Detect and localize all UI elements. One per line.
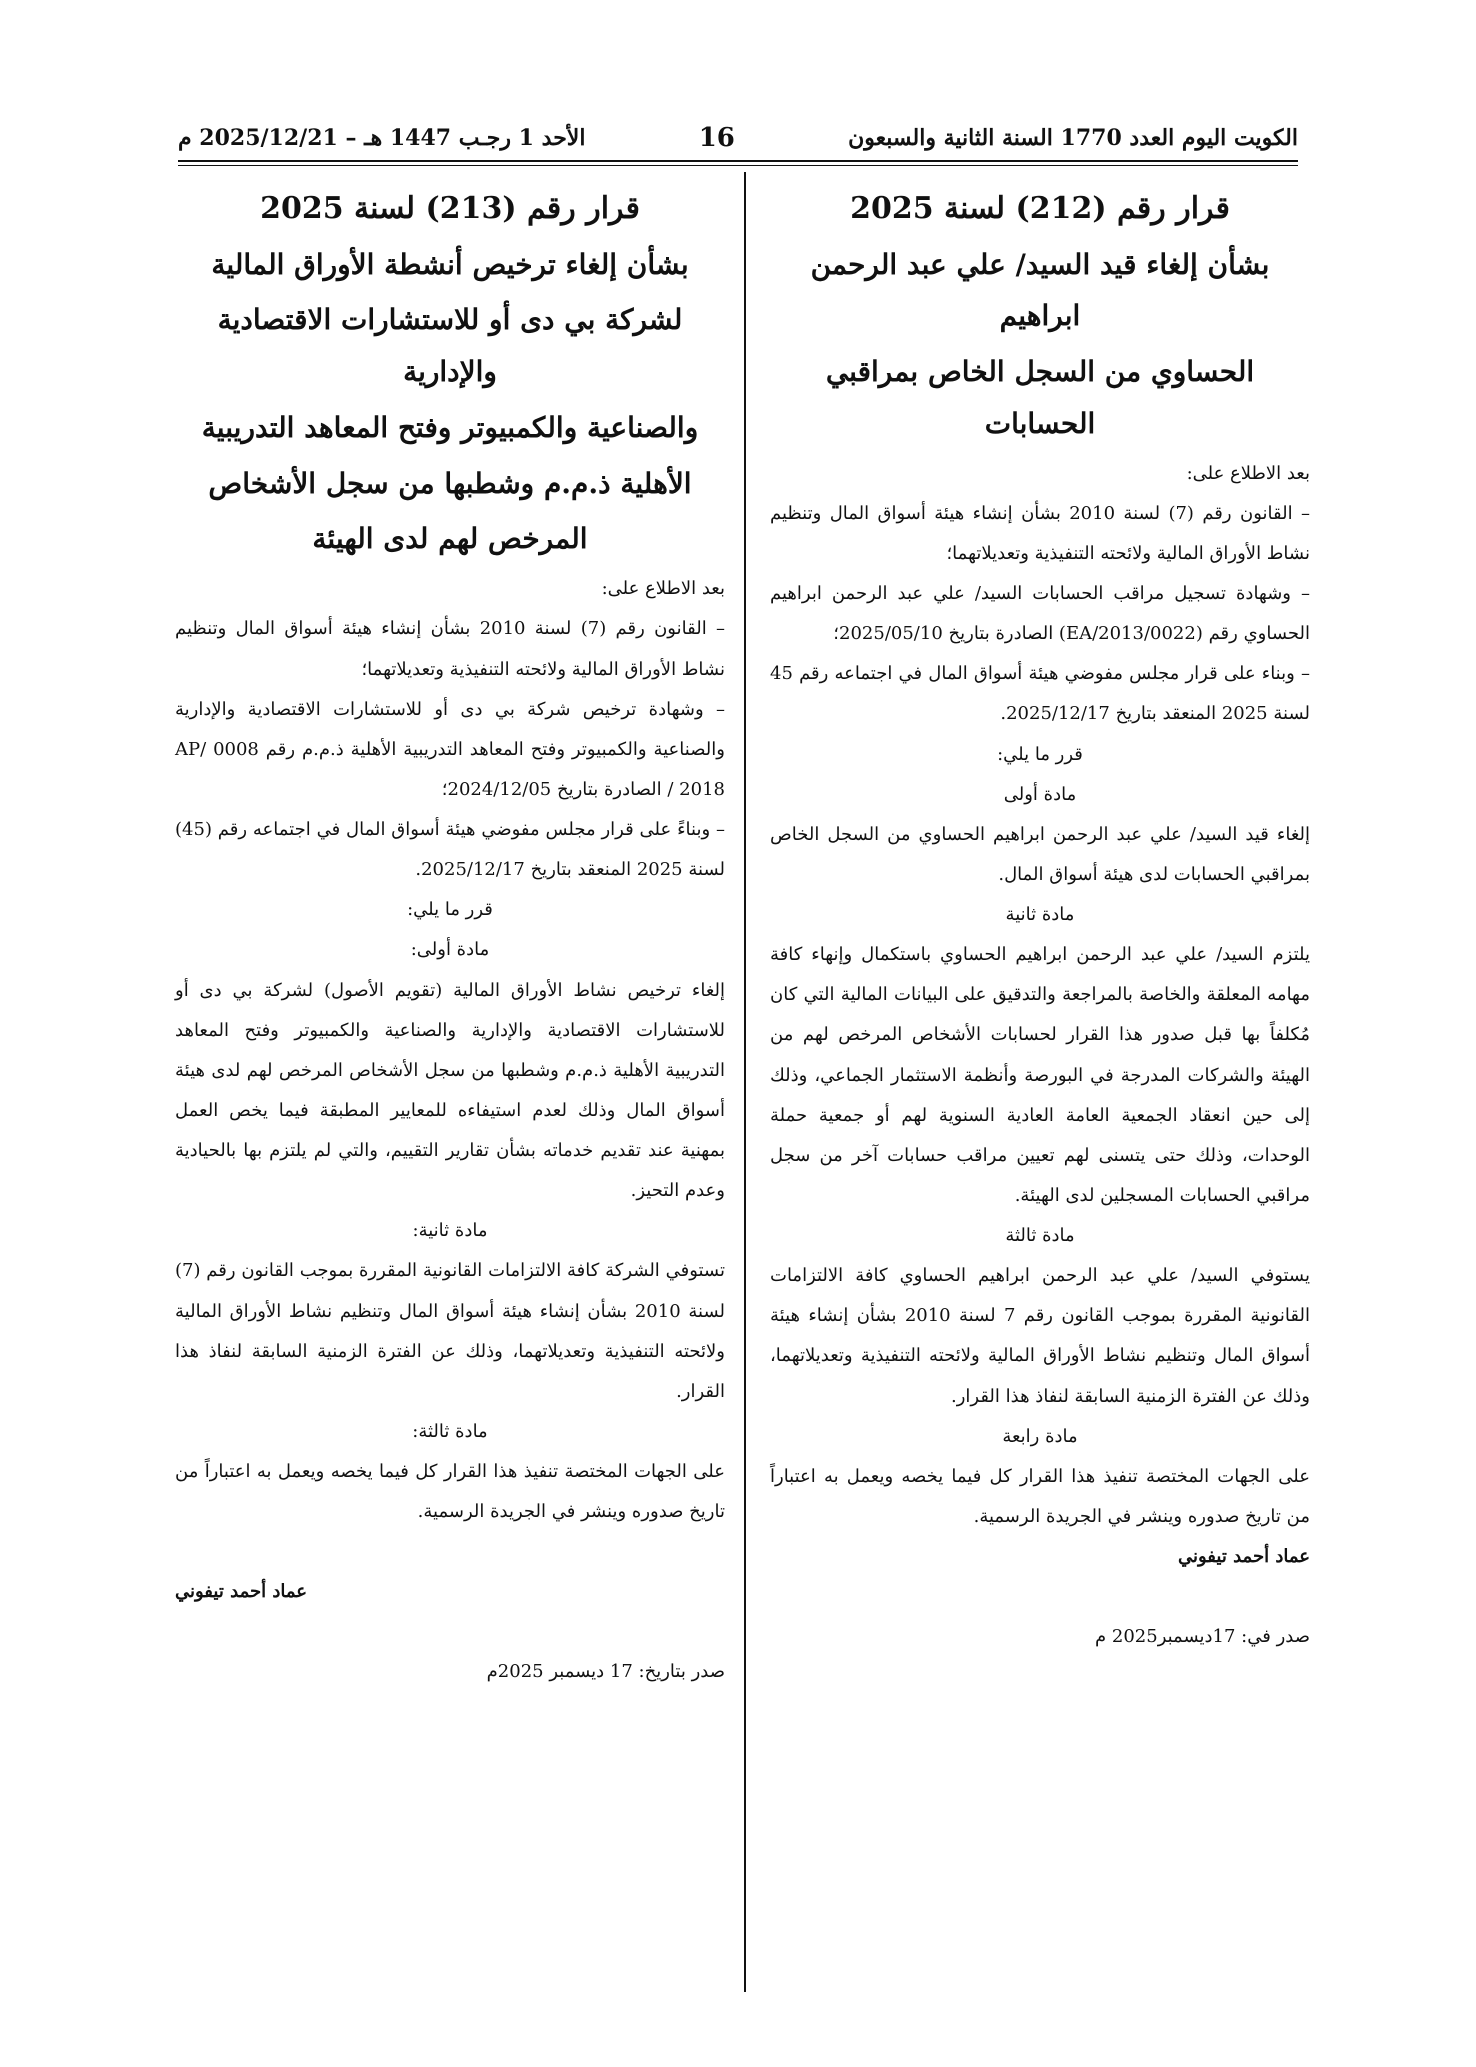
article-heading: مادة ثالثة <box>1005 1225 1075 1247</box>
decision-212-subject-line: الحساوي من السجل الخاص بمراقبي الحسابات <box>825 355 1255 440</box>
header-rule-thin <box>178 165 1298 166</box>
decision-212-recital: – القانون رقم (7) لسنة 2010 بشأن إنشاء هيئة أسواق المال وتنظيم نشاط الأوراق المالية ولائحته التنفيذية وتعديلاتهما؛ <box>770 502 1310 564</box>
article-heading: مادة ثانية: <box>412 1220 488 1242</box>
decision-213-resolved: قرر ما يلي: <box>407 899 493 921</box>
decision-212-subject-line: بشأن إلغاء قيد السيد/ علي عبد الرحمن ابراهيم <box>810 247 1270 333</box>
article-heading: مادة ثالثة: <box>412 1420 488 1442</box>
article-text: إلغاء قيد السيد/ علي عبد الرحمن ابراهيم الحساوي من السجل الخاص بمراقبي الحسابات لدى هيئة أسواق المال. <box>770 823 1310 885</box>
article-text: يستوفي السيد/ علي عبد الرحمن ابراهيم الحساوي كافة الالتزامات القانونية المقررة بموجب القانون رقم 7 لسنة 2010 بشأن إنشاء هيئة أسواق المال وتنظيم نشاط الأوراق المالية ولائحته التنفيذية وتعديلاتهما، وذلك عن الفترة الزمنية السابقة لنفاذ هذا القرار. <box>770 1265 1310 1407</box>
decision-213-recital: – وبناءً على قرار مجلس مفوضي هيئة أسواق المال في اجتماعه رقم (45) لسنة 2025 المنعقد بتاريخ 2025/12/17. <box>175 819 725 881</box>
decision-213-preamble: بعد الاطلاع على: <box>601 578 725 600</box>
decision-213-subject-line: المرخص لهم لدى الهيئة <box>312 522 588 556</box>
decision-212-title: قرار رقم (212) لسنة 2025 <box>850 191 1230 226</box>
header-rule <box>178 160 1298 162</box>
article-heading: مادة ثانية <box>1005 904 1075 926</box>
article-heading: مادة رابعة <box>1002 1425 1078 1447</box>
article-text: على الجهات المختصة تنفيذ هذا القرار كل فيما يخصه ويعمل به اعتباراً من تاريخ صدوره وينشر في الجريدة الرسمية. <box>175 1461 725 1523</box>
decision-213-recital: – القانون رقم (7) لسنة 2010 بشأن إنشاء هيئة أسواق المال وتنظيم نشاط الأوراق المالية ولائحته التنفيذية وتعديلاتهما؛ <box>175 618 725 680</box>
decision-213-recital: – وشهادة ترخيص شركة بي دى أو للاستشارات الاقتصادية والإدارية والصناعية والكمبيوتر وفتح المعاهد التدريبية الأهلية ذ.م.م رقم AP/ 0008 / 2018 الصادرة بتاريخ 2024/12/05؛ <box>175 698 725 800</box>
article-heading: مادة أولى: <box>410 939 490 961</box>
decision-213-title: قرار رقم (213) لسنة 2025 <box>260 191 640 226</box>
signatory-name: عماد أحمد تيفوني <box>1177 1546 1310 1568</box>
decision-213-subject-line: الأهلية ذ.م.م وشطبها من سجل الأشخاص <box>208 466 692 500</box>
decision-212-resolved: قرر ما يلي: <box>997 743 1083 765</box>
article-text: إلغاء ترخيص نشاط الأوراق المالية (تقويم الأصول) لشركة بي دى أو للاستشارات الاقتصادية والإدارية والصناعية والكمبيوتر وفتح المعاهد التدريبية الأهلية ذ.م.م وشطبها من سجل الأشخاص المرخص لهم لدى هيئة أسواق المال وذلك لعدم استيفاءه للمعايير المطبقة فيما يخص العمل بمهنية عند تقديم خدماته بشأن تقارير التقييم، والتي لم يلتزم بها بالحيادية وعدم التحيز. <box>175 979 725 1202</box>
signatory-name: عماد أحمد تيفوني <box>175 1581 308 1603</box>
issue-date: صدر بتاريخ: 17 ديسمبر 2025م <box>486 1660 725 1682</box>
page-number: 16 <box>698 123 735 153</box>
decision-213-subject-line: بشأن إلغاء ترخيص أنشطة الأوراق المالية <box>211 247 689 281</box>
header-date: الأحد 1 رجـب 1447 هـ – 2025/12/21 م <box>178 125 586 151</box>
decision-213-column <box>175 186 725 1691</box>
decision-213-subject-line: والصناعية والكمبيوتر وفتح المعاهد التدريبية <box>201 410 699 444</box>
decision-213-subject-line: لشركة بي دى أو للاستشارات الاقتصادية والإدارية <box>217 303 683 389</box>
column-divider <box>744 172 746 1992</box>
article-text: تستوفي الشركة كافة الالتزامات القانونية المقررة بموجب القانون رقم (7) لسنة 2010 بشأن إنشاء هيئة أسواق المال وتنظيم نشاط الأوراق المالية ولائحته التنفيذية وتعديلاتهما، وذلك عن الفترة الزمنية السابقة لنفاذ هذا القرار. <box>175 1260 725 1402</box>
decision-212-recital: – وبناء على قرار مجلس مفوضي هيئة أسواق المال في اجتماعه رقم 45 لسنة 2025 المنعقد بتاريخ 2025/12/17. <box>770 663 1310 725</box>
header-masthead: الكويت اليوم العدد 1770 السنة الثانية والسبعون <box>848 125 1298 151</box>
article-text: على الجهات المختصة تنفيذ هذا القرار كل فيما يخصه ويعمل به اعتباراً من تاريخ صدوره وينشر في الجريدة الرسمية. <box>770 1465 1310 1527</box>
article-heading: مادة أولى <box>1003 783 1077 805</box>
decision-212-recital: – وشهادة تسجيل مراقب الحسابات السيد/ علي عبد الرحمن ابراهيم الحساوي رقم (EA/2013/0022) الصادرة بتاريخ 2025/05/10؛ <box>770 583 1310 645</box>
decision-212-preamble: بعد الاطلاع على: <box>1186 462 1310 484</box>
article-text: يلتزم السيد/ علي عبد الرحمن ابراهيم الحساوي باستكمال وإنهاء كافة مهامه المعلقة والخاصة بالمراجعة والتدقيق على البيانات المالية التي كان مُكلفاً بها قبل صدور هذا القرار لحسابات الأشخاص المرخص لهم من الهيئة والشركات المدرجة في البورصة وأنظمة الاستثمار الجماعي، وذلك إلى حين انعقاد الجمعية العامة العادية السنوية لهم أو جمعية حملة الوحدات، وذلك حتى يتسنى لهم تعيين مراقب حسابات آخر من سجل مراقبي الحسابات المسجلين لدى الهيئة. <box>770 944 1310 1206</box>
issue-date: صدر في: 17ديسمبر2025 م <box>1095 1625 1310 1647</box>
page-header <box>178 118 1298 158</box>
decision-212-column <box>770 186 1310 1656</box>
